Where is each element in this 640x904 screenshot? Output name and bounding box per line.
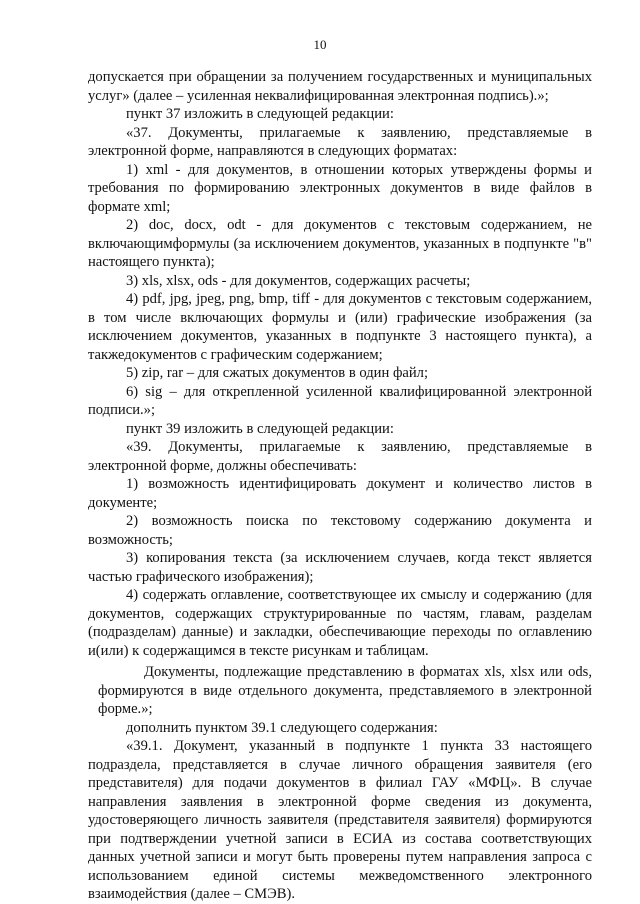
paragraph: пункт 37 изложить в следующей редакции: bbox=[126, 106, 394, 122]
paragraph: «37. Документы, прилагаемые к заявлению, представляемые в электронной форме, направляются в следующих форматах: bbox=[88, 124, 592, 159]
list-item: 4) содержать оглавление, соответствующее их смыслу и содержанию (для документов, содержащих структурированные по частям, главам, разделам (подразделам) данные) и закладки, обеспечивающие переходы по оглавлению и(или) к содержащимся в тексте рисункам и таблицам. bbox=[88, 587, 592, 659]
paragraph: «39.1. Документ, указанный в подпункте 1 пункта 33 настоящего подраздела, представляется в случае личного обращения заявителя (его представителя) для подачи документов в филиал ГАУ «МФЦ». В случае направления заявления в электронной форме сведения из документа, удостоверяющего личность заявителя (представителя заявителя) формируются при подтверждении учетной записи в ЕСИА из состава соответствующих данных учетной записи и могут быть проверены путем направления запроса с использованием единой системы межведомственного электронного взаимодействия (далее – СМЭВ). bbox=[88, 738, 592, 902]
paragraph: «39. Документы, прилагаемые к заявлению, представляемые в электронной форме, должны обеспечивать: bbox=[88, 439, 592, 474]
list-item: 4) pdf, jpg, jpeg, png, bmp, tiff - для документов с текстовым содержанием, в том числе включающих формулы и (или) графические изображения (за исключением документов, указанных в подпункте 3 настоящего пункта), а такжедокументов с графическим содержанием; bbox=[88, 291, 592, 363]
list-item: 5) zip, rar – для сжатых документов в один файл; bbox=[126, 365, 429, 381]
list-item: 3) копирования текста (за исключением случаев, когда текст является частью графического изображения); bbox=[88, 550, 592, 585]
list-item: 3) xls, xlsx, ods - для документов, содержащих расчеты; bbox=[126, 272, 471, 289]
paragraph: дополнить пунктом 39.1 следующего содержания: bbox=[126, 719, 438, 736]
list-item: 2) возможность поиска по текстовому содержанию документа и возможность; bbox=[88, 513, 592, 548]
page-number: 10 bbox=[313, 37, 327, 52]
paragraph: пункт 39 изложить в следующей редакции: bbox=[126, 420, 394, 437]
paragraph: допускается при обращении за получением государственных и муниципальных услуг» (далее – усиленная неквалифицированная электронная подпись).»; bbox=[88, 69, 592, 104]
document-body bbox=[88, 68, 592, 904]
list-item: 1) возможность идентифицировать документ и количество листов в документе; bbox=[88, 476, 592, 511]
list-item: 6) sig – для открепленной усиленной квалифицированной электронной подписи.»; bbox=[88, 383, 592, 418]
paragraph: Документы, подлежащие представлению в форматах xls, xlsx или ods, формируются в виде отдельного документа, представляемого в электронной форме.»; bbox=[98, 664, 592, 717]
list-item: 1) xml - для документов, в отношении которых утверждены формы и требования по формированию электронных документов в виде файлов в формате xml; bbox=[88, 161, 592, 215]
list-item: 2) doc, docx, odt - для документов с текстовым содержанием, не включающимформулы (за исключением документов, указанных в подпункте "в" настоящего пункта); bbox=[88, 217, 592, 270]
